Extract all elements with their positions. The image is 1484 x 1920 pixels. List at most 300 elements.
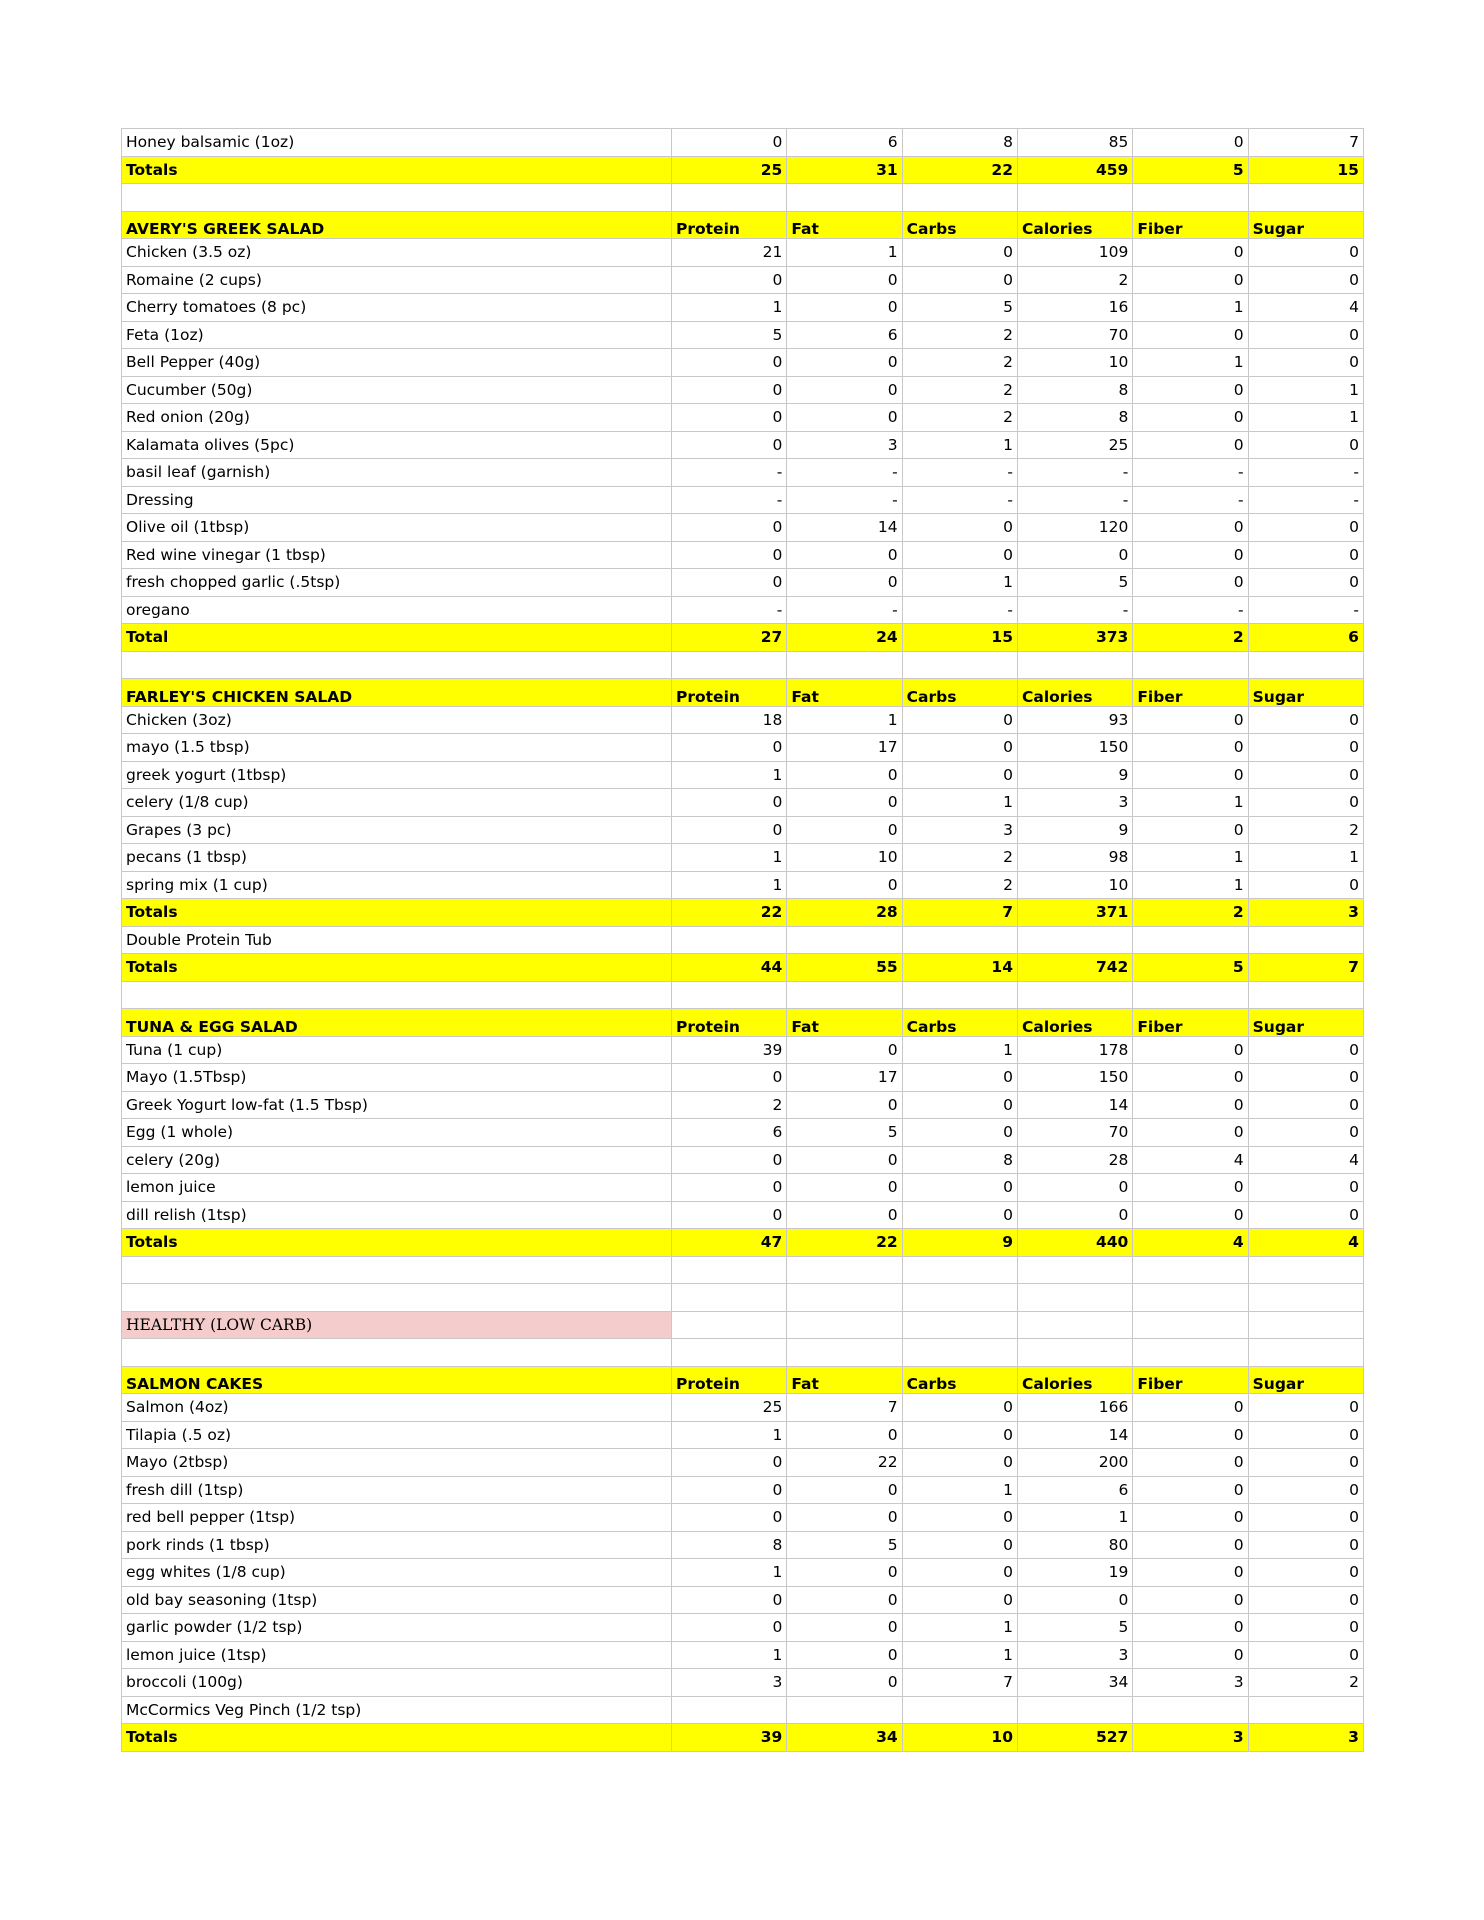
value-cell[interactable]: 0 [1248,1586,1363,1614]
value-cell[interactable]: 0 [787,789,902,817]
value-cell[interactable]: 28 [1017,1146,1132,1174]
value-cell[interactable]: 0 [787,1201,902,1229]
value-cell[interactable]: 1 [1248,376,1363,404]
total-value-cell[interactable]: 39 [672,1724,787,1752]
value-cell[interactable]: 8 [1017,376,1132,404]
value-cell[interactable]: 0 [1133,1201,1248,1229]
value-cell[interactable]: 1 [672,844,787,872]
empty-cell[interactable] [1248,1311,1363,1339]
value-cell[interactable]: 34 [1017,1669,1132,1697]
empty-cell[interactable] [122,1256,672,1284]
value-cell[interactable]: 3 [672,1669,787,1697]
total-value-cell[interactable]: 15 [902,624,1017,652]
value-cell[interactable]: 0 [672,376,787,404]
value-cell[interactable]: 0 [787,816,902,844]
value-cell[interactable]: 85 [1017,129,1132,157]
value-cell[interactable]: 0 [1133,1531,1248,1559]
ingredient-cell[interactable]: Greek Yogurt low-fat (1.5 Tbsp) [122,1091,672,1119]
empty-cell[interactable] [902,184,1017,212]
value-cell[interactable]: 178 [1017,1036,1132,1064]
value-cell[interactable]: - [902,486,1017,514]
value-cell[interactable]: 14 [1017,1421,1132,1449]
value-cell[interactable]: 150 [1017,734,1132,762]
total-value-cell[interactable]: 22 [787,1229,902,1257]
value-cell[interactable]: 0 [1133,734,1248,762]
value-cell[interactable]: 0 [1248,1449,1363,1477]
value-cell[interactable]: 0 [902,266,1017,294]
value-cell[interactable]: 0 [1248,1091,1363,1119]
value-cell[interactable]: 0 [672,569,787,597]
value-cell[interactable]: 6 [787,321,902,349]
value-cell[interactable]: 0 [1248,1421,1363,1449]
column-header[interactable]: Fiber [1133,1009,1248,1037]
value-cell[interactable]: - [672,459,787,487]
totals-label[interactable]: Totals [122,1229,672,1257]
value-cell[interactable] [672,1696,787,1724]
ingredient-cell[interactable]: fresh dill (1tsp) [122,1476,672,1504]
value-cell[interactable]: 2 [902,376,1017,404]
value-cell[interactable]: 0 [1133,1394,1248,1422]
value-cell[interactable]: 0 [902,1394,1017,1422]
ingredient-cell[interactable]: mayo (1.5 tbsp) [122,734,672,762]
empty-cell[interactable] [1017,1256,1132,1284]
empty-cell[interactable] [902,981,1017,1009]
value-cell[interactable]: 21 [672,239,787,267]
value-cell[interactable]: 0 [787,1091,902,1119]
total-value-cell[interactable] [672,926,787,954]
value-cell[interactable]: 0 [672,1504,787,1532]
value-cell[interactable]: 2 [672,1091,787,1119]
value-cell[interactable]: 0 [672,734,787,762]
total-value-cell[interactable]: 27 [672,624,787,652]
column-header[interactable]: Sugar [1248,211,1363,239]
totals-label[interactable]: Total [122,624,672,652]
value-cell[interactable]: - [902,596,1017,624]
value-cell[interactable]: 0 [787,1559,902,1587]
value-cell[interactable]: 0 [787,1421,902,1449]
total-value-cell[interactable]: 459 [1017,156,1132,184]
value-cell[interactable]: 70 [1017,1119,1132,1147]
empty-cell[interactable] [787,981,902,1009]
empty-cell[interactable] [672,1256,787,1284]
value-cell[interactable]: 1 [672,761,787,789]
value-cell[interactable]: 1 [902,1036,1017,1064]
total-value-cell[interactable]: 2 [1133,624,1248,652]
value-cell[interactable]: 0 [1133,541,1248,569]
value-cell[interactable]: 0 [1248,871,1363,899]
empty-cell[interactable] [1133,651,1248,679]
total-value-cell[interactable]: 7 [902,899,1017,927]
value-cell[interactable]: 17 [787,734,902,762]
total-value-cell[interactable]: 34 [787,1724,902,1752]
total-value-cell[interactable]: 4 [1133,1229,1248,1257]
value-cell[interactable]: 70 [1017,321,1132,349]
value-cell[interactable]: 1 [672,871,787,899]
ingredient-cell[interactable]: broccoli (100g) [122,1669,672,1697]
subheading-cell[interactable]: Double Protein Tub [122,926,672,954]
value-cell[interactable]: - [1017,459,1132,487]
value-cell[interactable]: 0 [1133,1119,1248,1147]
value-cell[interactable]: 0 [1133,129,1248,157]
empty-cell[interactable] [1017,1339,1132,1367]
value-cell[interactable]: 1 [787,239,902,267]
total-value-cell[interactable]: 55 [787,954,902,982]
value-cell[interactable]: - [672,486,787,514]
total-value-cell[interactable]: 373 [1017,624,1132,652]
value-cell[interactable]: 1 [787,706,902,734]
value-cell[interactable]: - [1133,486,1248,514]
value-cell[interactable]: 0 [787,266,902,294]
value-cell[interactable]: - [672,596,787,624]
value-cell[interactable]: 2 [902,321,1017,349]
ingredient-cell[interactable]: fresh chopped garlic (.5tsp) [122,569,672,597]
value-cell[interactable]: 0 [1133,1504,1248,1532]
value-cell[interactable]: 3 [1017,789,1132,817]
value-cell[interactable]: 109 [1017,239,1132,267]
value-cell[interactable]: 2 [1248,816,1363,844]
value-cell[interactable]: 0 [1133,1559,1248,1587]
value-cell[interactable]: 0 [1248,321,1363,349]
value-cell[interactable]: 120 [1017,514,1132,542]
value-cell[interactable]: 10 [1017,871,1132,899]
ingredient-cell[interactable]: pork rinds (1 tbsp) [122,1531,672,1559]
ingredient-cell[interactable]: Chicken (3oz) [122,706,672,734]
value-cell[interactable]: 0 [1133,1641,1248,1669]
total-value-cell[interactable]: 440 [1017,1229,1132,1257]
total-value-cell[interactable]: 5 [1133,954,1248,982]
ingredient-cell[interactable]: Cucumber (50g) [122,376,672,404]
total-value-cell[interactable]: 22 [902,156,1017,184]
value-cell[interactable]: 5 [672,321,787,349]
ingredient-cell[interactable]: Chicken (3.5 oz) [122,239,672,267]
value-cell[interactable]: 8 [672,1531,787,1559]
total-value-cell[interactable] [1248,926,1363,954]
total-value-cell[interactable]: 10 [902,1724,1017,1752]
value-cell[interactable]: 14 [1017,1091,1132,1119]
value-cell[interactable]: - [1133,596,1248,624]
ingredient-cell[interactable]: Mayo (2tbsp) [122,1449,672,1477]
empty-cell[interactable] [672,651,787,679]
value-cell[interactable]: 0 [672,514,787,542]
column-header[interactable]: Fat [787,1009,902,1037]
value-cell[interactable]: 2 [1248,1669,1363,1697]
ingredient-cell[interactable]: Bell Pepper (40g) [122,349,672,377]
value-cell[interactable]: 1 [672,1559,787,1587]
column-header[interactable]: Sugar [1248,679,1363,707]
column-header[interactable]: Fiber [1133,211,1248,239]
total-value-cell[interactable]: 742 [1017,954,1132,982]
column-header[interactable]: Calories [1017,1009,1132,1037]
empty-cell[interactable] [122,1284,672,1312]
value-cell[interactable]: - [787,459,902,487]
value-cell[interactable]: 0 [787,1614,902,1642]
value-cell[interactable]: 0 [787,404,902,432]
column-header[interactable]: Calories [1017,211,1132,239]
total-value-cell[interactable]: 527 [1017,1724,1132,1752]
empty-cell[interactable] [1017,981,1132,1009]
empty-cell[interactable] [1248,184,1363,212]
ingredient-cell[interactable]: Red onion (20g) [122,404,672,432]
empty-cell[interactable] [1017,184,1132,212]
ingredient-cell[interactable]: celery (20g) [122,1146,672,1174]
value-cell[interactable]: 4 [1248,294,1363,322]
value-cell[interactable]: 2 [902,349,1017,377]
value-cell[interactable]: - [1017,486,1132,514]
value-cell[interactable]: 0 [1133,1036,1248,1064]
empty-cell[interactable] [902,651,1017,679]
value-cell[interactable]: 0 [672,129,787,157]
value-cell[interactable]: 0 [902,514,1017,542]
value-cell[interactable]: 1 [1133,349,1248,377]
value-cell[interactable]: 0 [787,1146,902,1174]
total-value-cell[interactable] [1133,926,1248,954]
section-title[interactable]: SALMON CAKES [122,1366,672,1394]
value-cell[interactable]: 0 [902,239,1017,267]
value-cell[interactable]: 0 [902,1586,1017,1614]
value-cell[interactable]: 0 [1133,1174,1248,1202]
value-cell[interactable]: 3 [902,816,1017,844]
value-cell[interactable]: 0 [1133,706,1248,734]
column-header[interactable]: Sugar [1248,1366,1363,1394]
total-value-cell[interactable]: 3 [1248,899,1363,927]
value-cell[interactable]: 0 [1248,1476,1363,1504]
column-header[interactable]: Carbs [902,1009,1017,1037]
column-header[interactable]: Protein [672,211,787,239]
value-cell[interactable]: 19 [1017,1559,1132,1587]
value-cell[interactable]: 0 [672,1064,787,1092]
value-cell[interactable]: 7 [1248,129,1363,157]
ingredient-cell[interactable]: garlic powder (1/2 tsp) [122,1614,672,1642]
column-header[interactable]: Protein [672,1009,787,1037]
value-cell[interactable]: 0 [1133,514,1248,542]
value-cell[interactable]: - [1248,486,1363,514]
value-cell[interactable]: 0 [1133,1421,1248,1449]
empty-cell[interactable] [902,1339,1017,1367]
value-cell[interactable]: 0 [787,1504,902,1532]
ingredient-cell[interactable]: oregano [122,596,672,624]
ingredient-cell[interactable]: egg whites (1/8 cup) [122,1559,672,1587]
value-cell[interactable]: 22 [787,1449,902,1477]
value-cell[interactable]: 2 [1017,266,1132,294]
value-cell[interactable]: - [1017,596,1132,624]
value-cell[interactable]: 0 [787,376,902,404]
value-cell[interactable]: 1 [1248,404,1363,432]
value-cell[interactable]: 0 [1248,1559,1363,1587]
value-cell[interactable]: 0 [902,1559,1017,1587]
value-cell[interactable]: 0 [902,761,1017,789]
value-cell[interactable]: 0 [1133,1586,1248,1614]
value-cell[interactable]: 5 [787,1531,902,1559]
value-cell[interactable]: 3 [1133,1669,1248,1697]
total-value-cell[interactable]: 22 [672,899,787,927]
value-cell[interactable]: 0 [672,1449,787,1477]
empty-cell[interactable] [1017,1284,1132,1312]
value-cell[interactable]: 0 [902,1174,1017,1202]
value-cell[interactable]: 8 [1017,404,1132,432]
column-header[interactable]: Carbs [902,679,1017,707]
value-cell[interactable]: 1 [1133,789,1248,817]
value-cell[interactable]: 1 [1133,294,1248,322]
column-header[interactable]: Sugar [1248,1009,1363,1037]
value-cell[interactable]: 0 [1133,816,1248,844]
empty-cell[interactable] [1133,1311,1248,1339]
value-cell[interactable]: 0 [672,816,787,844]
value-cell[interactable]: 0 [1133,1091,1248,1119]
value-cell[interactable]: 0 [1248,789,1363,817]
value-cell[interactable]: 0 [1133,1449,1248,1477]
value-cell[interactable]: 25 [672,1394,787,1422]
empty-cell[interactable] [672,1311,787,1339]
value-cell[interactable]: 6 [1017,1476,1132,1504]
empty-cell[interactable] [122,981,672,1009]
value-cell[interactable]: 0 [787,1174,902,1202]
total-value-cell[interactable]: 47 [672,1229,787,1257]
value-cell[interactable]: - [1133,459,1248,487]
ingredient-cell[interactable]: Grapes (3 pc) [122,816,672,844]
value-cell[interactable]: 0 [1017,1586,1132,1614]
value-cell[interactable]: 5 [902,294,1017,322]
empty-cell[interactable] [672,1339,787,1367]
value-cell[interactable]: 18 [672,706,787,734]
value-cell[interactable]: 0 [672,266,787,294]
ingredient-cell[interactable]: red bell pepper (1tsp) [122,1504,672,1532]
value-cell[interactable]: 4 [1248,1146,1363,1174]
value-cell[interactable]: 0 [1133,321,1248,349]
total-value-cell[interactable]: 3 [1133,1724,1248,1752]
empty-cell[interactable] [1133,981,1248,1009]
value-cell[interactable]: 0 [1133,761,1248,789]
empty-cell[interactable] [787,1339,902,1367]
value-cell[interactable]: 9 [1017,816,1132,844]
value-cell[interactable]: 166 [1017,1394,1132,1422]
value-cell[interactable] [1017,1696,1132,1724]
ingredient-cell[interactable]: basil leaf (garnish) [122,459,672,487]
total-value-cell[interactable]: 5 [1133,156,1248,184]
ingredient-cell[interactable]: Feta (1oz) [122,321,672,349]
value-cell[interactable]: 0 [787,1586,902,1614]
value-cell[interactable]: 4 [1133,1146,1248,1174]
total-value-cell[interactable]: 14 [902,954,1017,982]
total-value-cell[interactable]: 2 [1133,899,1248,927]
value-cell[interactable]: 8 [902,129,1017,157]
value-cell[interactable]: 0 [1248,541,1363,569]
ingredient-cell[interactable]: lemon juice (1tsp) [122,1641,672,1669]
value-cell[interactable]: 5 [1017,569,1132,597]
value-cell[interactable]: 0 [787,761,902,789]
value-cell[interactable]: 0 [1133,1476,1248,1504]
value-cell[interactable]: 98 [1017,844,1132,872]
value-cell[interactable]: 0 [672,349,787,377]
total-value-cell[interactable]: 31 [787,156,902,184]
ingredient-cell[interactable]: Egg (1 whole) [122,1119,672,1147]
value-cell[interactable]: 0 [787,569,902,597]
section-title[interactable]: TUNA & EGG SALAD [122,1009,672,1037]
ingredient-cell[interactable]: pecans (1 tbsp) [122,844,672,872]
value-cell[interactable]: 16 [1017,294,1132,322]
totals-label[interactable]: Totals [122,954,672,982]
ingredient-cell[interactable]: Mayo (1.5Tbsp) [122,1064,672,1092]
value-cell[interactable]: 0 [1133,569,1248,597]
value-cell[interactable]: 0 [902,541,1017,569]
total-value-cell[interactable]: 4 [1248,1229,1363,1257]
ingredient-cell[interactable]: Kalamata olives (5pc) [122,431,672,459]
value-cell[interactable]: 0 [672,1146,787,1174]
value-cell[interactable]: 1 [672,294,787,322]
value-cell[interactable]: - [1248,459,1363,487]
empty-cell[interactable] [902,1284,1017,1312]
value-cell[interactable]: 0 [672,1476,787,1504]
value-cell[interactable]: 0 [787,1669,902,1697]
ingredient-cell[interactable]: spring mix (1 cup) [122,871,672,899]
value-cell[interactable]: 14 [787,514,902,542]
value-cell[interactable]: 1 [902,1476,1017,1504]
value-cell[interactable]: 0 [1248,239,1363,267]
value-cell[interactable]: 150 [1017,1064,1132,1092]
totals-label[interactable]: Totals [122,1724,672,1752]
column-header[interactable]: Carbs [902,1366,1017,1394]
empty-cell[interactable] [672,1284,787,1312]
empty-cell[interactable] [1248,1339,1363,1367]
ingredient-cell[interactable]: Dressing [122,486,672,514]
empty-cell[interactable] [1248,1256,1363,1284]
value-cell[interactable]: 0 [902,1421,1017,1449]
value-cell[interactable]: 0 [787,1641,902,1669]
column-header[interactable]: Protein [672,679,787,707]
value-cell[interactable]: 0 [672,789,787,817]
ingredient-cell[interactable]: celery (1/8 cup) [122,789,672,817]
value-cell[interactable]: 0 [672,1201,787,1229]
empty-cell[interactable] [787,1311,902,1339]
column-header[interactable]: Fiber [1133,679,1248,707]
total-value-cell[interactable]: 9 [902,1229,1017,1257]
value-cell[interactable]: 1 [902,1641,1017,1669]
total-value-cell[interactable]: 28 [787,899,902,927]
empty-cell[interactable] [1248,981,1363,1009]
value-cell[interactable]: 0 [902,1531,1017,1559]
value-cell[interactable]: 0 [787,349,902,377]
category-label[interactable]: HEALTHY (LOW CARB) [122,1311,672,1339]
value-cell[interactable]: 17 [787,1064,902,1092]
value-cell[interactable]: 0 [1248,431,1363,459]
empty-cell[interactable] [787,1284,902,1312]
value-cell[interactable]: 39 [672,1036,787,1064]
value-cell[interactable]: 10 [1017,349,1132,377]
value-cell[interactable] [902,1696,1017,1724]
value-cell[interactable]: 0 [1017,541,1132,569]
value-cell[interactable]: 3 [787,431,902,459]
value-cell[interactable]: 0 [1133,1064,1248,1092]
value-cell[interactable]: 0 [787,871,902,899]
total-value-cell[interactable]: 7 [1248,954,1363,982]
value-cell[interactable]: 0 [1248,1504,1363,1532]
value-cell[interactable]: 1 [902,789,1017,817]
value-cell[interactable]: 1 [1017,1504,1132,1532]
value-cell[interactable] [1248,1696,1363,1724]
value-cell[interactable]: 1 [672,1641,787,1669]
value-cell[interactable]: 0 [672,404,787,432]
total-value-cell[interactable]: 24 [787,624,902,652]
value-cell[interactable]: 8 [902,1146,1017,1174]
value-cell[interactable]: 0 [1248,761,1363,789]
empty-cell[interactable] [122,184,672,212]
column-header[interactable]: Fat [787,211,902,239]
column-header[interactable]: Fat [787,679,902,707]
value-cell[interactable]: 1 [1133,844,1248,872]
total-value-cell[interactable]: 3 [1248,1724,1363,1752]
empty-cell[interactable] [902,1311,1017,1339]
value-cell[interactable]: 0 [1133,404,1248,432]
ingredient-cell[interactable]: greek yogurt (1tbsp) [122,761,672,789]
